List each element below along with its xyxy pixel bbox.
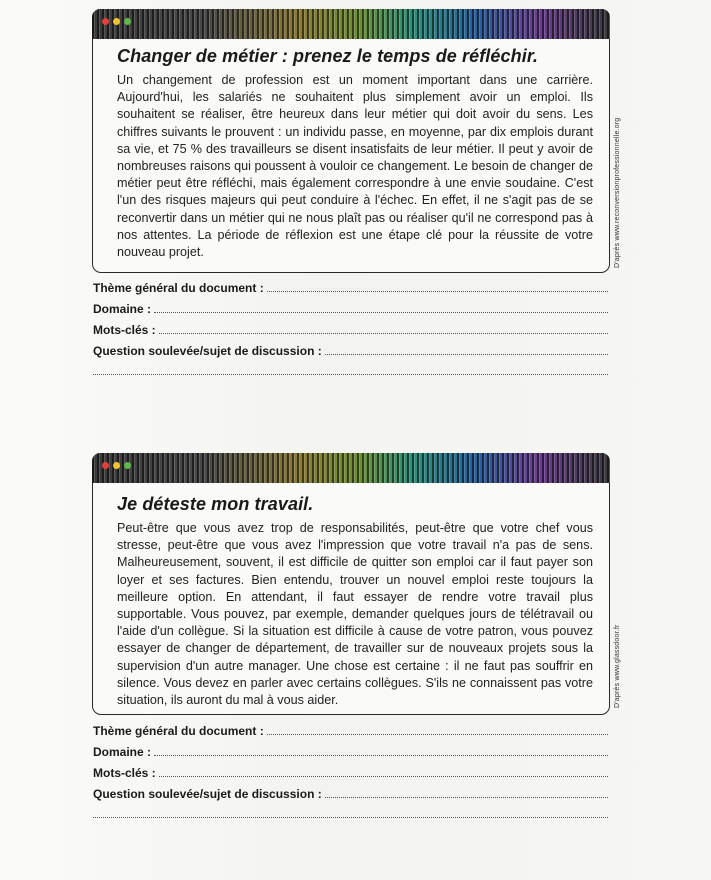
yellow-dot-icon: [113, 18, 120, 25]
question-label: Question soulevée/sujet de discussion :: [93, 344, 322, 358]
domaine-field[interactable]: [93, 302, 608, 323]
text-card-2: [92, 453, 610, 715]
extra-answer-line[interactable]: [93, 808, 608, 829]
green-dot-icon: [124, 18, 131, 25]
card-body-text: Un changement de profession est un moment important dans une carrière. Aujourd'hui, les salariés ne souhaitent plus simplement avoir un emploi. Ils souhaitent se réaliser, être heureux dans leur métier qui doit avoir du sens. Les chiffres suivants le prouvent : un individu passe, en moyenne, par dix emplois durant sa vie, et 75 % des travailleurs se disent insatisfaits de leur métier. Il peut y avoir de nombreuses raisons qui poussent à vouloir ce changement. Le besoin de changer de métier peut être réfléchi, mais également correspondre à une envie soudaine. C'est l'un des risques majeurs qui peut conduire à l'échec. En effet, il ne s'agit pas de se reconvertir dans un métier qui ne nous plaît pas ou réaliser qu'il ne correspond pas à nos attentes. La période de réflexion est une étape clé pour la réussite de votre nouveau projet.: [117, 73, 593, 260]
yellow-dot-icon: [113, 462, 120, 469]
question-field[interactable]: [93, 787, 608, 808]
theme-label: Thème général du document :: [93, 724, 264, 738]
theme-field[interactable]: [93, 281, 608, 302]
analysis-form-2: [93, 724, 608, 829]
domaine-field[interactable]: [93, 745, 608, 766]
mots-cles-label: Mots-clés :: [93, 766, 156, 780]
window-dots: [102, 462, 131, 469]
card-body-text: Peut-être que vous avez trop de responsabilités, peut-être que votre chef vous stresse, peut-être que vous avez l'impression que votre travail n'a pas de sens. Malheureusement, souvent, il est difficile de quitter son emploi car il faut payer son loyer et ses factures. Bien entendu, trouver un nouvel emploi reste toujours la meilleure option. En attendant, il faut essayer de rendre votre travail plus supportable. Vous pouvez, par exemple, demander quelques jours de télétravail ou l'aide d'un collègue. Si la situation est difficile à cause de votre patron, vous pouvez essayer de changer de département, de travailler sur de nouveaux projets sous la supervision d'un autre manager. Une chose est certaine : il ne faut pas souffrir en silence. Vous devez en parler avec certains collègues. S'ils ne connaissent pas votre situation, ils auront du mal à vous aider.: [117, 521, 593, 708]
card-title: Changer de métier : prenez le temps de réfléchir.: [117, 46, 539, 66]
mots-cles-field[interactable]: [93, 766, 608, 787]
window-dots: [102, 18, 131, 25]
theme-field[interactable]: [93, 724, 608, 745]
card-header-bar: [92, 9, 610, 39]
theme-label: Thème général du document :: [93, 281, 264, 295]
analysis-form-1: [93, 281, 608, 386]
question-label: Question soulevée/sujet de discussion :: [93, 787, 322, 801]
question-field[interactable]: [93, 344, 608, 365]
red-dot-icon: [102, 462, 109, 469]
mots-cles-field[interactable]: [93, 323, 608, 344]
domaine-label: Domaine :: [93, 302, 152, 316]
text-card-1: [92, 9, 610, 273]
green-dot-icon: [124, 462, 131, 469]
card-title: Je déteste mon travail.: [117, 494, 314, 514]
source-credit: D'après www.reconversionprofessionnelle.org: [614, 117, 621, 268]
mots-cles-label: Mots-clés :: [93, 323, 156, 337]
extra-answer-line[interactable]: [93, 365, 608, 386]
card-header-bar: [92, 453, 610, 483]
red-dot-icon: [102, 18, 109, 25]
domaine-label: Domaine :: [93, 745, 152, 759]
source-credit: D'après www.glassdoor.fr: [614, 624, 621, 708]
